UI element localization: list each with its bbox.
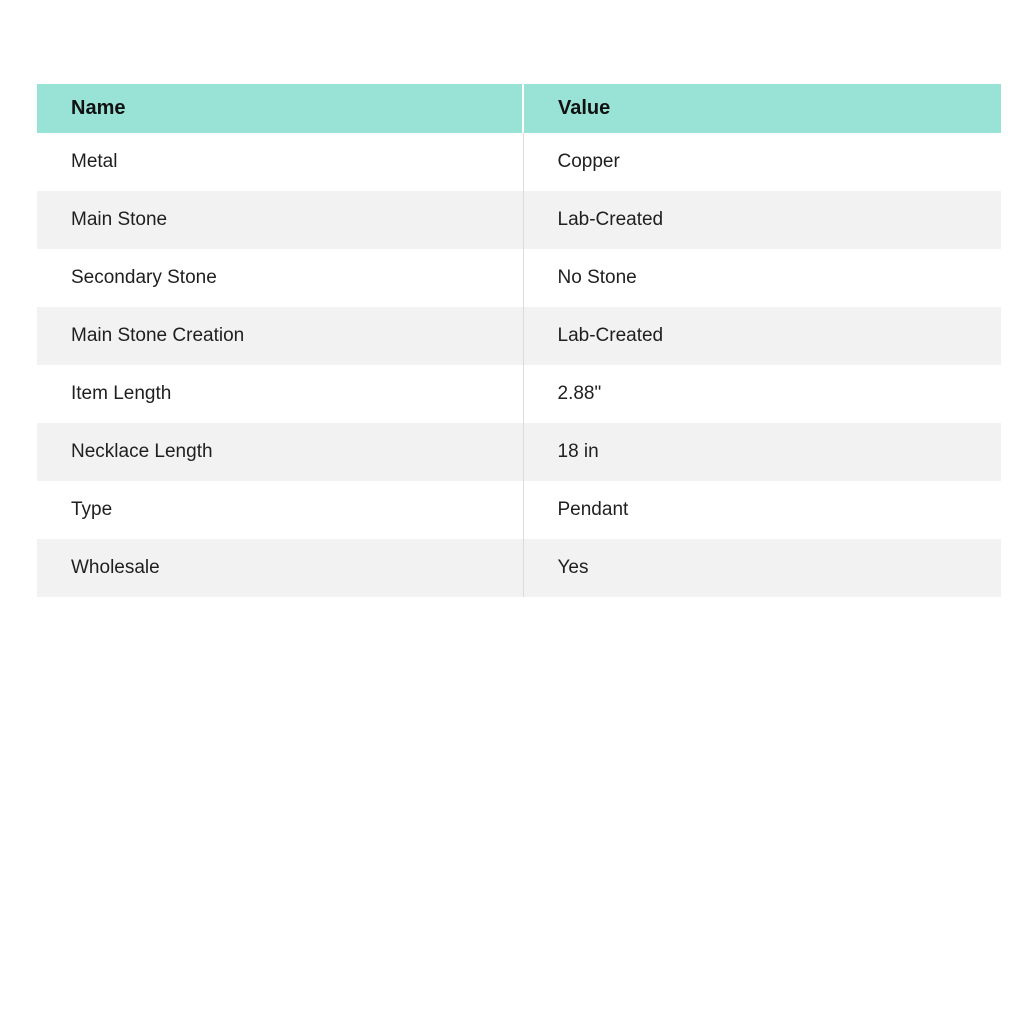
attribute-value-cell: Copper — [523, 133, 1001, 191]
table-row — [37, 423, 1001, 481]
table-header-row — [37, 84, 1001, 133]
table-body — [37, 133, 1001, 597]
attribute-name-cell: Main Stone Creation — [37, 307, 523, 365]
column-header-name: Name — [37, 84, 523, 133]
table-row — [37, 133, 1001, 191]
attribute-name-cell: Type — [37, 481, 523, 539]
attribute-value-cell: Yes — [523, 539, 1001, 597]
attribute-value-cell: No Stone — [523, 249, 1001, 307]
attribute-value-cell: Pendant — [523, 481, 1001, 539]
attribute-name-cell: Wholesale — [37, 539, 523, 597]
table-row — [37, 249, 1001, 307]
table-row — [37, 191, 1001, 249]
attribute-name-cell: Secondary Stone — [37, 249, 523, 307]
product-attributes-table — [37, 84, 1001, 597]
attribute-name-cell: Necklace Length — [37, 423, 523, 481]
product-attributes-table-container — [37, 84, 1001, 597]
column-header-value: Value — [523, 84, 1001, 133]
table-row — [37, 539, 1001, 597]
attribute-name-cell: Main Stone — [37, 191, 523, 249]
attribute-name-cell: Item Length — [37, 365, 523, 423]
table-row — [37, 307, 1001, 365]
table-row — [37, 365, 1001, 423]
attribute-value-cell: Lab-Created — [523, 191, 1001, 249]
attribute-value-cell: 18 in — [523, 423, 1001, 481]
attribute-name-cell: Metal — [37, 133, 523, 191]
attribute-value-cell: Lab-Created — [523, 307, 1001, 365]
attribute-value-cell: 2.88" — [523, 365, 1001, 423]
table-row — [37, 481, 1001, 539]
